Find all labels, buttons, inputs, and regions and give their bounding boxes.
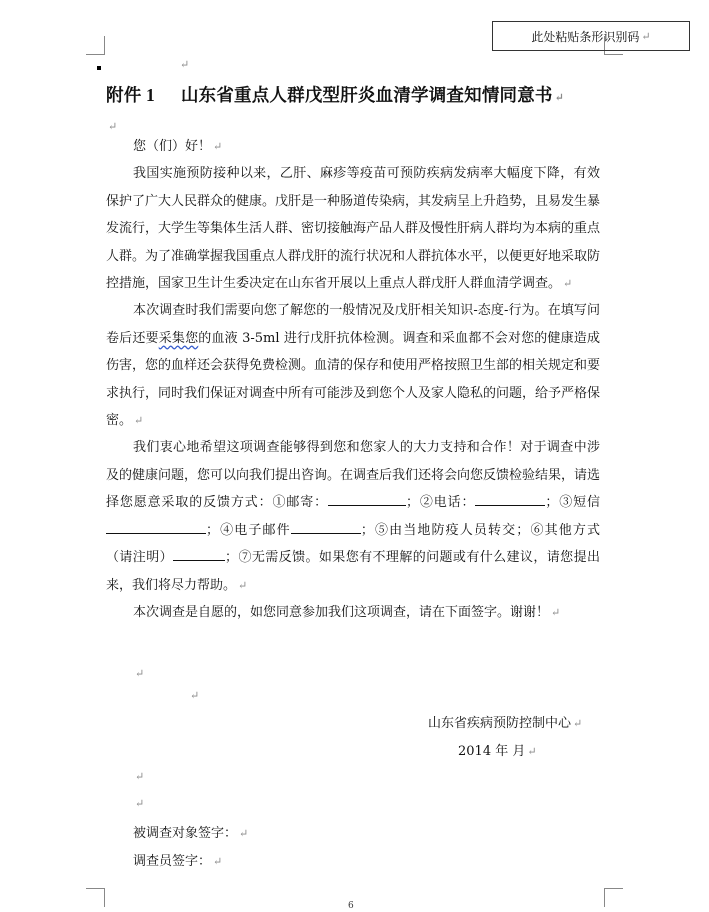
crop-mark-top-left	[86, 36, 105, 55]
feedback-option-none: ⑦无需反馈。	[238, 550, 319, 566]
anchor-bullet	[97, 66, 101, 70]
feedback-option-phone: ②电话：	[418, 495, 476, 511]
paragraph-mark: ↵	[135, 667, 145, 680]
crop-mark-bottom-left	[86, 888, 105, 907]
investigator-signature-label: 调查员签字： ↵	[133, 854, 223, 869]
organization-name: 山东省疾病预防控制中心 ↵	[428, 716, 583, 731]
barcode-label: 此处粘贴条形识别码	[531, 29, 640, 44]
paragraph-2: 本次调查时我们需要向您了解您的一般情况及戊肝相关知识-态度-行为。在填写问卷后还要采集您的血液 3-5ml 进行戊肝抗体检测。调查和采血都不会对您的健康造成伤害，您的血样还会获得免费检测。血清的保存和使用严格按照卫生部的相关规定和要求执行，同时我们保证对调查中所有可能涉及到您个人及家人隐私的问题，给予严格保密。 ↵	[106, 303, 601, 429]
page-number: 6	[348, 901, 354, 911]
paragraph-mark: ↵	[135, 770, 145, 783]
paragraph-mark: ↵	[135, 797, 145, 810]
phone-blank	[475, 491, 545, 506]
paragraph-mark: ↵	[108, 120, 118, 133]
title-text: 山东省重点人群戊型肝炎血清学调查知情同意书	[180, 85, 553, 105]
feedback-option-local-staff: ⑤由当地防疫人员转交；	[373, 522, 530, 538]
paragraph-4: 本次调查是自愿的，如您同意参加我们这项调查，请在下面签字。谢谢！ ↵	[133, 604, 561, 620]
email-blank	[291, 519, 361, 534]
paragraph-mark: ↵	[190, 689, 200, 702]
paragraph-mark: ↵	[554, 92, 565, 104]
sms-blank	[106, 519, 206, 534]
feedback-option-mail: ①邮寄：	[272, 495, 328, 511]
other-blank	[173, 546, 225, 561]
paragraph-mark: ↵	[641, 29, 651, 43]
document-date: 2014 年 月 ↵	[458, 744, 537, 759]
feedback-option-other: ⑥其他方式（请注明）	[106, 522, 600, 566]
paragraph-3: 我们衷心地希望这项调查能够得到您和您家人的大力支持和合作！对于调查中涉及的健康问题，您可以向我们提出咨询。在调查后我们还将会向您反馈检验结果，请选择您愿意采取的反馈方式：①邮寄： ；②电话： ；③短信；④电子邮件 ；⑤由当地防疫人员转交；⑥其他方式（请注明） ；⑦无需反馈。如果您有不理解的问题或有什么建议，请您提出来，我们将尽力帮助。 ↵	[106, 440, 601, 593]
spell-check-underline: 采集您	[158, 330, 199, 346]
crop-mark-bottom-right	[604, 888, 623, 907]
subject-signature-label: 被调查对象签字： ↵	[133, 826, 249, 841]
paragraph-1: 我国实施预防接种以来，乙肝、麻疹等疫苗可预防疾病发病率大幅度下降，有效保护了广大人民群众的健康。戊肝是一种肠道传染病，其发病呈上升趋势，且易发生暴发流行，大学生等集体生活人群、密切接触海产品人群及慢性肝病人群均为本病的重点人群。为了准确掌握我国重点人群戊肝的流行状况和人群抗体水平，以便更好地采取防控措施，国家卫生计生委决定在山东省开展以上重点人群戊肝人群血清学调查。 ↵	[106, 166, 601, 292]
greeting: 您（们）好！ ↵	[133, 139, 223, 154]
feedback-option-email: ④电子邮件	[219, 522, 291, 538]
attachment-label: 附件 1	[106, 85, 155, 105]
document-body	[106, 133, 600, 626]
feedback-option-sms: ③短信	[558, 495, 600, 511]
document-title	[106, 82, 606, 107]
paragraph-mark: ↵	[180, 58, 190, 71]
barcode-placeholder-box	[492, 21, 690, 51]
mail-blank	[328, 491, 406, 506]
